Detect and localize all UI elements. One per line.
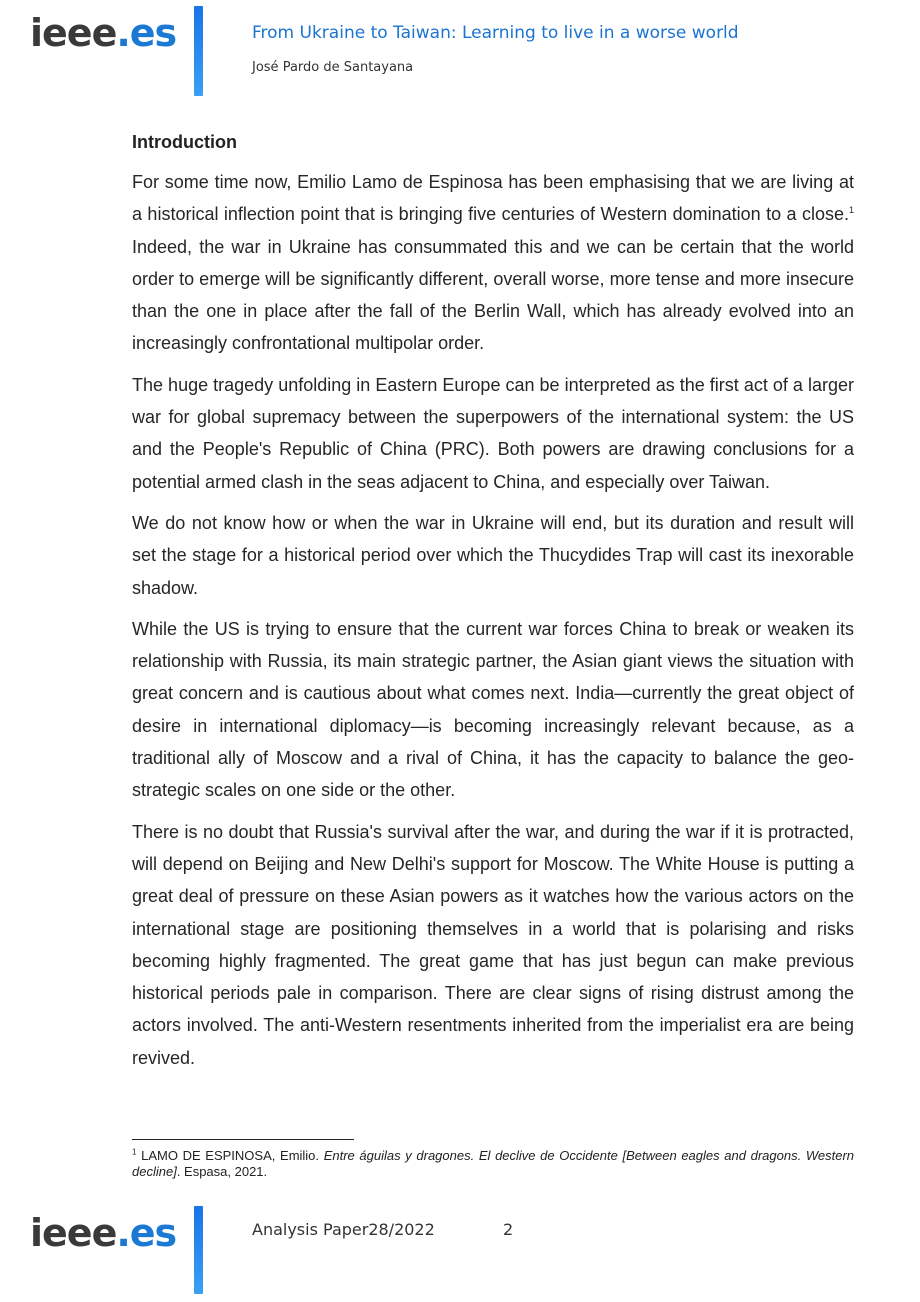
section-heading: Introduction xyxy=(132,132,237,152)
footnote xyxy=(132,1148,854,1180)
footnote-author: LAMO DE ESPINOSA, Emilio. xyxy=(136,1148,324,1163)
logo-tld-text: .es xyxy=(116,1211,177,1255)
paragraph-text: For some time now, Emilio Lamo de Espinosa has been emphasising that we are living at a historical inflection point that is bringing five centuries of Western domination to a close. xyxy=(132,172,854,225)
paragraph: There is no doubt that Russia's survival after the war, and during the war if it is protracted, will depend on Beijing and New Delhi's support for Moscow. The White House is putting a great deal of pressure on these Asian powers as it watches how the various actors on the international stage are positioning themselves in a world that is polarising and risks becoming highly fragmented. The great game that has just begun can make previous historical periods pale in comparison. There are clear signs of rising distrust among the actors involved. The anti-Western resentments inherited from the imperialist era are being revived. xyxy=(132,821,854,1068)
footnote-divider xyxy=(132,1139,354,1140)
paragraph: The huge tragedy unfolding in Eastern Europe can be interpreted as the first act of a larger war for global supremacy between the superpowers of the international system: the US and the People's Republic of China (PRC). Both powers are drawing conclusions for a potential armed clash in the seas adjacent to China, and especially over Taiwan. xyxy=(132,374,854,492)
page-number: 2 xyxy=(503,1220,514,1239)
footer-accent-bar xyxy=(194,1206,203,1294)
paragraph: We do not know how or when the war in Ukraine will end, but its duration and result will set the stage for a historical period over which the Thucydides Trap will cast its inexorable shadow. xyxy=(132,512,854,598)
footnote-number: 1 xyxy=(132,1147,137,1157)
document-title: From Ukraine to Taiwan: Learning to live in a worse world xyxy=(252,23,739,43)
footer-paper-label: Analysis Paper28/2022 xyxy=(252,1220,435,1239)
body-content xyxy=(132,130,854,1083)
ieee-logo xyxy=(30,11,177,55)
header-accent-bar xyxy=(194,6,203,96)
footer-ieee-logo xyxy=(30,1211,177,1255)
paragraph: While the US is trying to ensure that the current war forces China to break or weaken its relationship with Russia, its main strategic partner, the Asian giant views the situation with great concern and is cautious about what comes next. India—currently the great object of desire in international diplomacy—is becoming increasingly relevant because, as a traditional ally of Moscow and a rival of China, it has the capacity to balance the geo-strategic scales on one side or the other. xyxy=(132,618,854,801)
paragraph xyxy=(132,166,854,360)
logo-main-text: ieee xyxy=(30,1211,117,1255)
paragraph-text: Indeed, the war in Ukraine has consummated this and we can be certain that the world order to emerge will be significantly different, overall worse, more tense and more insecure than the one in place after the fall of the Berlin Wall, which has already evolved into an increasingly confrontational multipolar order. xyxy=(132,236,854,354)
document-author: José Pardo de Santayana xyxy=(252,60,414,75)
footnote-reference[interactable]: 1 xyxy=(848,205,854,216)
footnote-publisher: . Espasa, 2021. xyxy=(176,1164,268,1179)
logo-tld-text: .es xyxy=(116,11,177,55)
footnote-title: Entre águilas y dragones. El declive de Occidente [Between eagles and dragons. Western decline] xyxy=(132,1148,855,1179)
logo-main-text: ieee xyxy=(30,11,117,55)
